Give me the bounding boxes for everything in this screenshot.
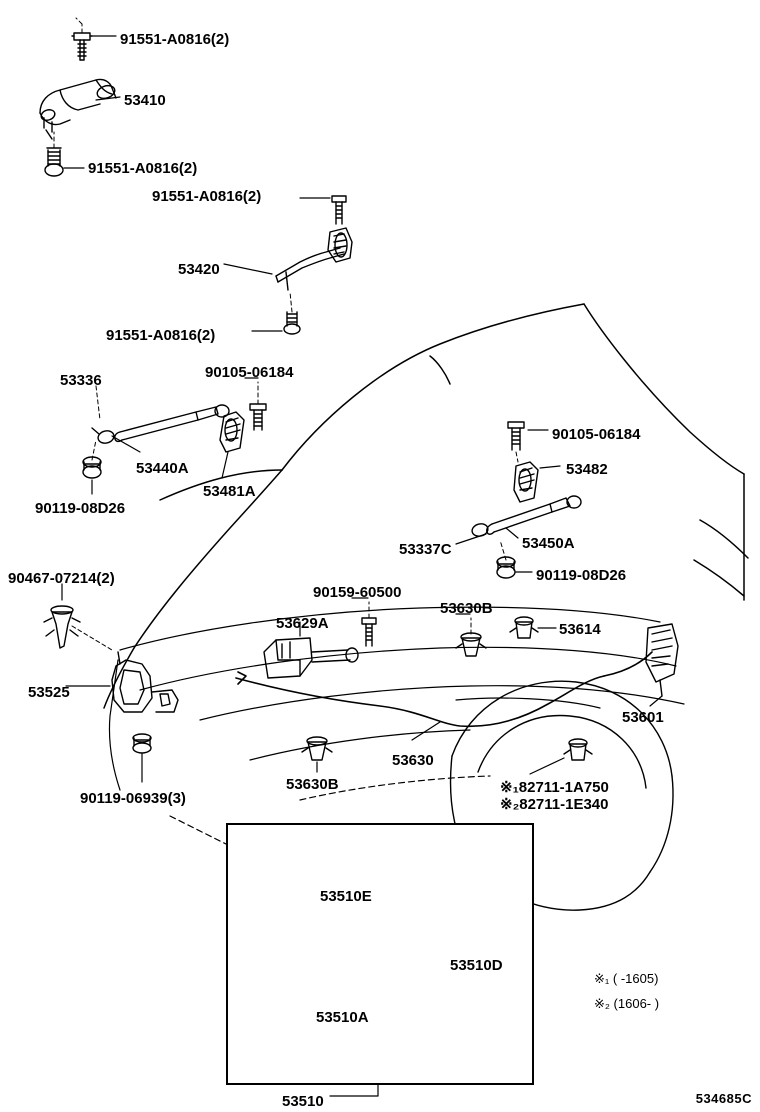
part-53614 <box>510 617 538 638</box>
part-label-l15: 53450A <box>522 535 575 552</box>
part-label-l27: ※₁82711-1A750 <box>500 779 609 796</box>
part-label-l29: 53510E <box>320 888 372 905</box>
bolt-91551-left <box>45 148 63 176</box>
part-label-l20: 53630B <box>440 600 493 617</box>
part-53481A-bracket <box>220 412 244 452</box>
vehicle-body-outline <box>104 304 748 708</box>
bolt-90105-left <box>250 404 266 430</box>
part-label-l18: 90159-60500 <box>313 584 402 601</box>
part-label-l10: 53481A <box>203 483 256 500</box>
bolt-91551-53420-bottom <box>284 312 300 334</box>
part-label-l3: 91551-A0816(2) <box>88 160 198 177</box>
bolt-90105-right <box>508 422 524 450</box>
inset-frame-53510 <box>226 823 534 1085</box>
part-label-l24: 53630 <box>392 752 434 769</box>
part-label-l4: 91551-A0816(2) <box>152 188 262 205</box>
part-53420-bracket <box>276 228 352 290</box>
part-label-l21: 53614 <box>559 621 601 638</box>
part-label-l25: 53630B <box>286 776 339 793</box>
part-label-l12: 90105-06184 <box>552 426 641 443</box>
part-label-l2: 53410 <box>124 92 166 109</box>
part-label-l34: ※₂ (1606- ) <box>594 996 660 1011</box>
part-label-l26: 90119-06939(3) <box>80 790 186 807</box>
bolt-91551-top <box>72 33 92 60</box>
part-label-l9: 53440A <box>136 460 189 477</box>
part-label-l5: 53420 <box>178 261 220 278</box>
part-label-l8: 90105-06184 <box>205 364 294 381</box>
part-label-l30: 53510D <box>450 957 503 974</box>
part-label-l7: 53336 <box>60 372 102 389</box>
part-label-l13: 53482 <box>566 461 608 478</box>
part-label-l6: 91551-A0816(2) <box>106 327 216 344</box>
part-label-l1: 91551-A0816(2) <box>120 31 230 48</box>
part-label-l14: 53337C <box>399 541 452 558</box>
bolt-90159 <box>362 618 376 646</box>
part-label-l22: 53525 <box>28 684 70 701</box>
part-label-l28: ※₂82711-1E340 <box>500 796 609 813</box>
part-label-l33: ※₁ ( -1605) <box>594 971 659 986</box>
part-53525-support <box>112 652 178 712</box>
part-label-l31: 53510A <box>316 1009 369 1026</box>
part-53482-bracket <box>514 462 538 502</box>
nut-90119-06939 <box>133 734 151 753</box>
part-label-l11: 90119-08D26 <box>35 500 126 517</box>
bolt-91551-53420-top <box>332 196 346 224</box>
part-label-l19: 53629A <box>276 615 329 632</box>
diagram-code: 534685C <box>695 1091 752 1106</box>
part-53440A-stay <box>92 405 229 445</box>
part-label-l17: 90467-07214(2) <box>8 570 115 587</box>
part-53450A-stay <box>471 496 581 538</box>
clip-82711 <box>564 739 592 760</box>
grommet-53630B-right <box>456 633 486 656</box>
part-label-l32: 53510 <box>282 1093 324 1110</box>
grommet-53630B-left <box>302 737 332 760</box>
part-label-l23: 53601 <box>622 709 664 726</box>
part-53410-bracket <box>40 79 117 139</box>
part-label-l16: 90119-08D26 <box>536 567 627 584</box>
